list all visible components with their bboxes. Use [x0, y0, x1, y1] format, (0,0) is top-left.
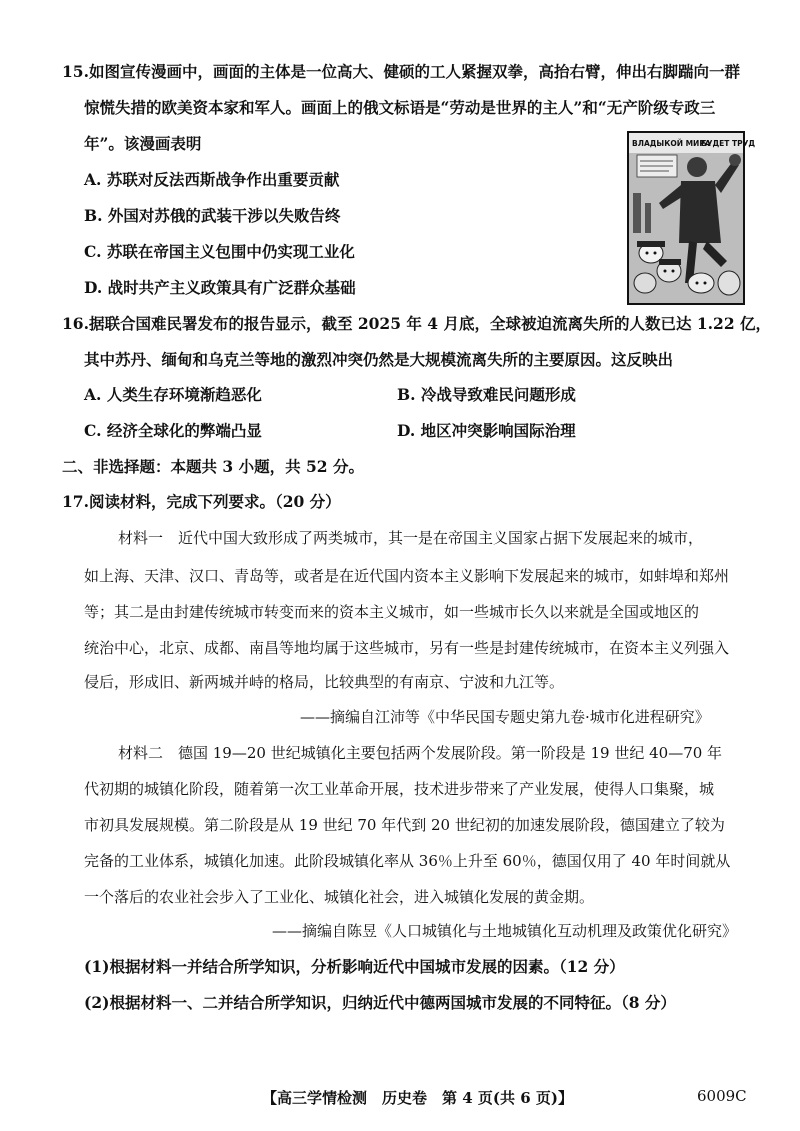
q16-stem-line-1: 16.据联合国难民署发布的报告显示，截至 2025 年 4 月底，全球被迫流离失所的人数已达 1.22 亿，	[62, 314, 772, 333]
material2-line-4: 完备的工业体系，城镇化加速。此阶段城镇化率从 36％上升至 60％，德国仅用了 40 年时间就从	[84, 852, 731, 870]
q16-stem-line-2: 其中苏丹、缅甸和乌克兰等地的激烈冲突仍然是大规模流离失所的主要原因。这反映出	[84, 350, 674, 369]
material1-line-2: 如上海、天津、汉口、青岛等，或者是在近代国内资本主义影响下发展起来的城市，如蚌埠和郑州	[84, 567, 730, 585]
material2-line-5: 一个落后的农业社会步入了工业化、城镇化社会，进入城镇化发展的黄金期。	[84, 888, 595, 906]
poster-slogan-left: ВЛАДЫКОЙ МИРА	[632, 139, 711, 148]
q17-subquestion-1: (1)根据材料一并结合所学知识，分析影响近代中国城市发展的因素。（12 分）	[84, 957, 625, 976]
q16-option-a: A. 人类生存环境渐趋恶化	[84, 385, 262, 404]
material2-line-2: 代初期的城镇化阶段，随着第一次工业革命开展，技术进步带来了产业发展，使得人口集聚，城	[84, 780, 715, 798]
q15-option-b: B. 外国对苏俄的武装干涉以失败告终	[84, 206, 341, 225]
material1-source: ——摘编自江沛等《中华民国专题史第九卷·城市化进程研究》	[300, 708, 710, 726]
page-footer: 【高三学情检测 历史卷 第 4 页(共 6 页)】	[262, 1089, 573, 1107]
material1-line-1: 材料一 近代中国大致形成了两类城市，其一是在帝国主义国家占据下发展起来的城市，	[118, 529, 704, 547]
material2-source: ——摘编自陈昱《人口城镇化与土地城镇化互动机理及政策优化研究》	[272, 922, 738, 940]
material1-line-5: 侵后，形成旧、新两城并峙的格局，比较典型的有南京、宁波和九江等。	[84, 673, 565, 691]
q15-option-a: A. 苏联对反法西斯战争作出重要贡献	[84, 170, 340, 189]
q16-option-d: D. 地区冲突影响国际治理	[397, 421, 576, 440]
poster-illustration	[629, 133, 756, 303]
material1-line-3: 等；其二是由封建传统城市转变而来的资本主义城市，如一些城市长久以来就是全国或地区的	[84, 603, 700, 621]
material2-line-1: 材料二 德国 19—20 世纪城镇化主要包括两个发展阶段。第一阶段是 19 世纪 40—70 年	[118, 744, 723, 762]
q15-option-d: D. 战时共产主义政策具有广泛群众基础	[84, 278, 356, 297]
q15-stem-line-3: 年”。该漫画表明	[84, 134, 202, 153]
poster-slogan-right: БУДЕТ ТРУД	[701, 139, 756, 148]
propaganda-poster-image	[627, 131, 756, 305]
q16-option-b: B. 冷战导致难民问题形成	[397, 385, 576, 404]
q15-stem-line-1: 15.如图宣传漫画中，画面的主体是一位高大、健硕的工人紧握双拳，高抬右臂，伸出右脚踹向一群	[62, 62, 740, 81]
section-heading: 二、非选择题：本题共 3 小题，共 52 分。	[62, 457, 364, 476]
q17-stem: 17.阅读材料，完成下列要求。（20 分）	[62, 492, 341, 511]
q16-option-c: C. 经济全球化的弊端凸显	[84, 421, 262, 440]
q15-stem-line-2: 惊慌失措的欧美资本家和军人。画面上的俄文标语是“劳动是世界的主人”和“无产阶级专政三	[84, 98, 716, 117]
material2-line-3: 市初具发展规模。第二阶段是从 19 世纪 70 年代到 20 世纪初的加速发展阶段，德国建立了较为	[84, 816, 725, 834]
q17-subquestion-2: (2)根据材料一、二并结合所学知识，归纳近代中德两国城市发展的不同特征。（8 分）	[84, 993, 676, 1012]
q15-option-c: C. 苏联在帝国主义包围中仍实现工业化	[84, 242, 355, 261]
exam-code: 6009C	[697, 1087, 747, 1105]
material1-line-4: 统治中心，北京、成都、南昌等地均属于这些城市，另有一些是封建传统城市，在资本主义列强入	[84, 639, 730, 657]
